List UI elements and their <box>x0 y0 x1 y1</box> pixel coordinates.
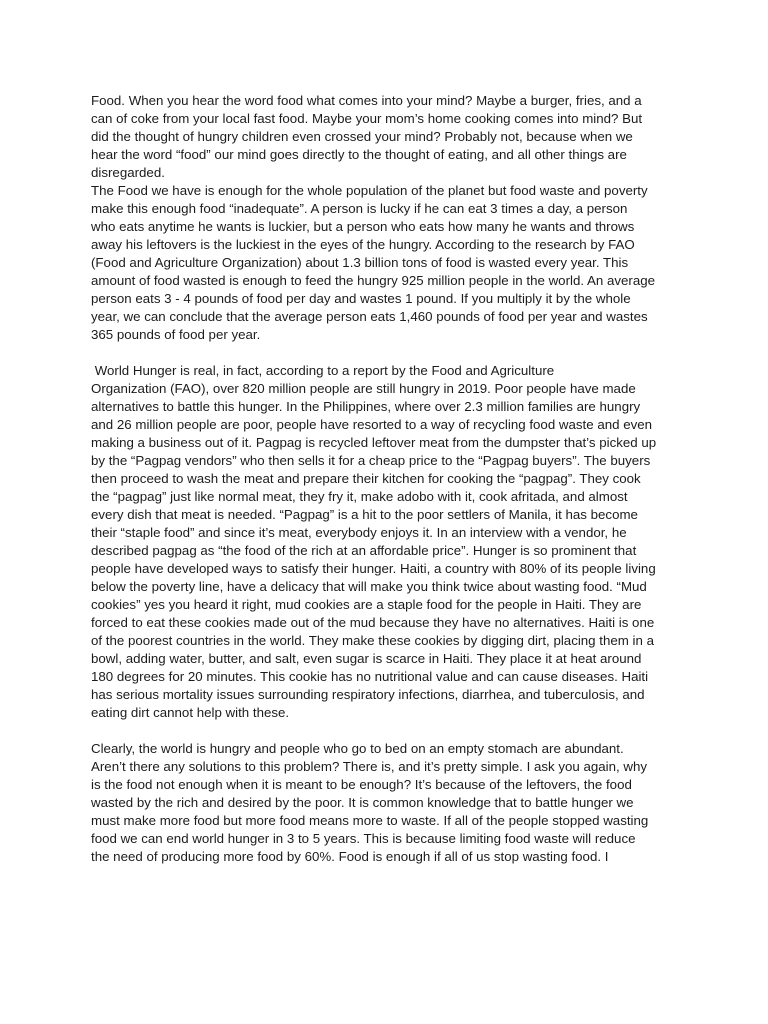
text-line: below the poverty line, have a delicacy that will make you think twice about wasting food. “Mud <box>91 579 647 594</box>
text-line: disregarded. <box>91 165 165 180</box>
text-line: hear the word “food” our mind goes directly to the thought of eating, and all other things are <box>91 147 627 162</box>
paragraph-solution <box>91 740 711 866</box>
text-line: amount of food wasted is enough to feed the hungry 925 million people in the world. An average <box>91 273 656 288</box>
text-line: Aren’t there any solutions to this problem? There is, and it’s pretty simple. I ask you again, why <box>91 759 648 774</box>
text-line: has serious mortality issues surrounding respiratory infections, diarrhea, and tuberculosis, and <box>91 687 645 702</box>
paragraph-gap <box>91 722 711 740</box>
text-line: World Hunger is real, in fact, according to a report by the Food and Agriculture <box>91 363 555 378</box>
text-line: year, we can conclude that the average person eats 1,460 pounds of food per year and wastes <box>91 309 648 324</box>
text-line: then proceed to wash the meat and prepare their kitchen for cooking the “pagpag”. They cook <box>91 471 641 486</box>
text-line: every dish that meat is needed. “Pagpag” is a hit to the poor settlers of Manila, it has become <box>91 507 638 522</box>
text-line: Clearly, the world is hungry and people who go to bed on an empty stomach are abundant. <box>91 741 624 756</box>
text-line: cookies” yes you heard it right, mud cookies are a staple food for the people in Haiti. They are <box>91 597 642 612</box>
text-line: who eats anytime he wants is luckier, but a person who eats how many he wants and throws <box>91 219 635 234</box>
text-line: making a business out of it. Pagpag is recycled leftover meat from the dumpster that’s picked up <box>91 435 657 450</box>
text-line: the need of producing more food by 60%. Food is enough if all of us stop wasting food. I <box>91 849 609 864</box>
text-line: 365 pounds of food per year. <box>91 327 261 342</box>
paragraph-gap <box>91 344 711 362</box>
text-line: bowl, adding water, butter, and salt, even sugar is scarce in Haiti. They place it at heat around <box>91 651 642 666</box>
text-line: alternatives to battle this hunger. In the Philippines, where over 2.3 million families are hungry <box>91 399 641 414</box>
text-line: Food. When you hear the word food what comes into your mind? Maybe a burger, fries, and a <box>91 93 642 108</box>
text-line: away his leftovers is the luckiest in the eyes of the hungry. According to the research by FAO <box>91 237 635 252</box>
text-line: person eats 3 - 4 pounds of food per day and wastes 1 pound. If you multiply it by the whole <box>91 291 631 306</box>
text-line: can of coke from your local fast food. Maybe your mom’s home cooking comes into mind? But <box>91 111 643 126</box>
text-line: wasted by the rich and desired by the poor. It is common knowledge that to battle hunger we <box>91 795 634 810</box>
text-line: and 26 million people are poor, people have resorted to a way of recycling food waste and even <box>91 417 653 432</box>
text-line: 180 degrees for 20 minutes. This cookie has no nutritional value and can cause diseases. Haiti <box>91 669 649 684</box>
text-line: The Food we have is enough for the whole population of the planet but food waste and poverty <box>91 183 648 198</box>
text-line: of the poorest countries in the world. They make these cookies by digging dirt, placing them in a <box>91 633 654 648</box>
text-line: the “pagpag” just like normal meat, they fry it, make adobo with it, cook afritada, and almost <box>91 489 628 504</box>
text-line: food we can end world hunger in 3 to 5 years. This is because limiting food waste will reduce <box>91 831 636 846</box>
paragraph-food-waste <box>91 182 711 344</box>
text-line: make this enough food “inadequate”. A person is lucky if he can eat 3 times a day, a person <box>91 201 628 216</box>
text-line: did the thought of hungry children even crossed your mind? Probably not, because when we <box>91 129 633 144</box>
text-line: described pagpag as “the food of the rich at an affordable price”. Hunger is so prominent that <box>91 543 637 558</box>
text-line: people have developed ways to satisfy their hunger. Haiti, a country with 80% of its people living <box>91 561 656 576</box>
text-line: (Food and Agriculture Organization) about 1.3 billion tons of food is wasted every year. This <box>91 255 629 270</box>
text-line: by the “Pagpag vendors” who then sells it for a cheap price to the “Pagpag buyers”. The buyers <box>91 453 651 468</box>
text-line: forced to eat these cookies made out of the mud because they have no alternatives. Haiti is one <box>91 615 655 630</box>
document-body <box>91 92 711 866</box>
text-line: eating dirt cannot help with these. <box>91 705 290 720</box>
text-line: is the food not enough when it is meant to be enough? It’s because of the leftovers, the food <box>91 777 632 792</box>
text-line: their “staple food” and since it’s meat, everybody enjoys it. In an interview with a vendor, he <box>91 525 627 540</box>
text-line: Organization (FAO), over 820 million people are still hungry in 2019. Poor people have made <box>91 381 636 396</box>
paragraph-world-hunger <box>91 362 711 722</box>
text-line: must make more food but more food means more to waste. If all of the people stopped wasting <box>91 813 649 828</box>
paragraph-intro <box>91 92 711 182</box>
